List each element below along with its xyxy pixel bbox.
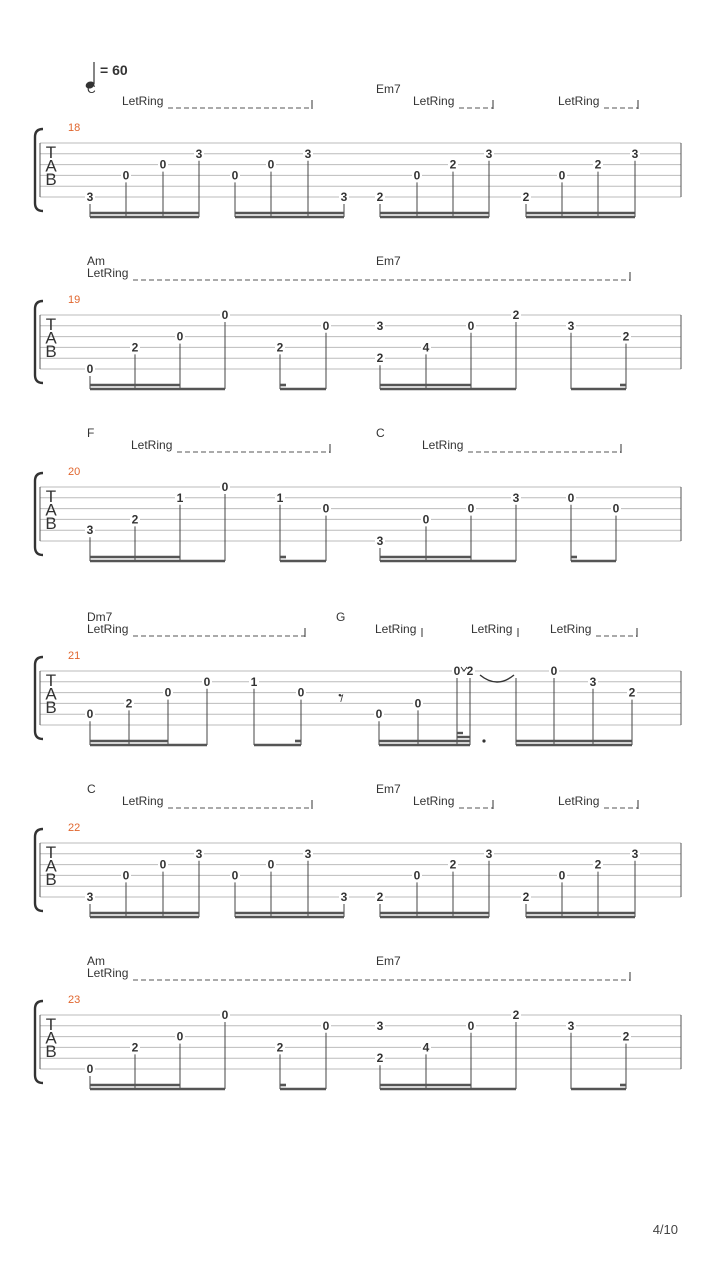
- fret-number: 2: [276, 1040, 284, 1055]
- fret-number: 0: [467, 501, 475, 516]
- fret-number: 3: [86, 523, 94, 538]
- fret-number: 2: [376, 1051, 384, 1066]
- fret-number: 0: [159, 857, 167, 872]
- fret-number: 2: [628, 685, 636, 700]
- chord-name: F: [87, 426, 95, 440]
- let-ring-label: LetRing: [122, 794, 164, 808]
- tab-clef-letter: A: [45, 156, 57, 176]
- chord-name: Em7: [376, 82, 401, 96]
- chord-name: Am: [87, 954, 105, 968]
- chord-name: C: [87, 82, 96, 96]
- fret-number: 2: [522, 190, 530, 204]
- fret-number: 1: [176, 490, 184, 505]
- fret-number: 0: [413, 868, 421, 883]
- tie-arc: [480, 675, 514, 682]
- tab-clef-letter: B: [45, 698, 57, 717]
- chord-name: C: [376, 426, 385, 440]
- fret-number: 2: [449, 857, 457, 872]
- fret-number: 3: [376, 1018, 384, 1033]
- fret-number: 1: [276, 490, 284, 505]
- chord-name: Em7: [376, 954, 401, 968]
- tab-clef-letter: A: [45, 328, 57, 348]
- fret-number: 2: [376, 190, 384, 204]
- system-bracket: [35, 657, 43, 739]
- chord-name: Em7: [376, 254, 401, 268]
- fret-number: 0: [414, 696, 422, 711]
- tab-clef-letter: T: [45, 315, 57, 334]
- let-ring-label: LetRing: [413, 794, 455, 808]
- fret-number: 0: [267, 157, 275, 172]
- measure-number: 20: [68, 466, 81, 478]
- fret-number: 3: [86, 190, 94, 204]
- fret-number: 0: [122, 868, 130, 883]
- fret-number: 3: [567, 318, 575, 333]
- fret-number: 0: [612, 501, 620, 516]
- fret-number: 2: [466, 664, 474, 678]
- let-ring-label: LetRing: [471, 622, 513, 636]
- fret-number: 3: [195, 146, 203, 161]
- tab-clef-letter: T: [45, 843, 57, 862]
- fret-number: 0: [221, 308, 229, 322]
- measure-number: 19: [68, 294, 81, 306]
- fret-number: 0: [558, 868, 566, 883]
- fret-number: 0: [86, 1062, 94, 1076]
- tab-clef-letter: T: [45, 143, 57, 162]
- fret-number: 2: [276, 340, 284, 355]
- fret-number: 0: [297, 685, 305, 700]
- fret-number: 3: [631, 146, 639, 161]
- let-ring-label: LetRing: [131, 438, 173, 452]
- fret-number: 0: [453, 664, 461, 678]
- fret-number: 3: [340, 190, 348, 204]
- fret-number: 0: [231, 868, 239, 883]
- fret-number: 2: [622, 329, 630, 344]
- fret-number: 2: [594, 857, 602, 872]
- fret-number: 0: [159, 157, 167, 172]
- let-ring-label: LetRing: [122, 94, 164, 108]
- chord-name: Dm7: [87, 610, 113, 624]
- measure-number: 23: [68, 994, 81, 1006]
- system-bracket: [35, 129, 43, 211]
- fret-number: 0: [422, 512, 430, 527]
- tab-clef-letter: B: [45, 170, 57, 189]
- fret-number: 0: [467, 318, 475, 333]
- tab-clef-letter: T: [45, 671, 57, 690]
- fret-number: 2: [131, 1040, 139, 1055]
- chord-name: C: [87, 782, 96, 796]
- fret-number: 4: [422, 1040, 430, 1055]
- fret-number: 3: [485, 146, 493, 161]
- fret-number: 3: [340, 890, 348, 904]
- fret-number: 2: [594, 157, 602, 172]
- fret-number: 2: [512, 1008, 520, 1022]
- chord-name: Em7: [376, 782, 401, 796]
- tab-clef-letter: A: [45, 500, 57, 520]
- fret-number: 2: [131, 340, 139, 355]
- let-ring-label: LetRing: [87, 966, 129, 980]
- measure-number: 21: [68, 650, 81, 662]
- fret-number: 0: [221, 480, 229, 494]
- fret-number: 3: [567, 1018, 575, 1033]
- tab-clef-letter: B: [45, 342, 57, 361]
- fret-number: 3: [631, 846, 639, 861]
- eighth-rest-icon: 𝄾: [338, 685, 344, 711]
- fret-number: 4: [422, 340, 430, 355]
- chord-name: G: [336, 610, 346, 624]
- system-bracket: [35, 1001, 43, 1083]
- fret-number: 2: [131, 512, 139, 527]
- fret-number: 0: [375, 707, 383, 722]
- dotted-note-dot: [482, 739, 485, 742]
- let-ring-label: LetRing: [87, 266, 129, 280]
- fret-number: 0: [467, 1018, 475, 1033]
- fret-number: 0: [267, 857, 275, 872]
- fret-number: 0: [86, 707, 94, 722]
- let-ring-label: LetRing: [558, 794, 600, 808]
- system-bracket: [35, 473, 43, 555]
- fret-number: 0: [550, 664, 558, 678]
- fret-number: 1: [250, 674, 258, 689]
- fret-number: 2: [449, 157, 457, 172]
- tab-system: [35, 254, 681, 389]
- fret-number: 0: [322, 501, 330, 516]
- chord-name: Am: [87, 254, 105, 268]
- let-ring-label: LetRing: [413, 94, 455, 108]
- fret-number: 2: [376, 351, 384, 366]
- fret-number: 0: [558, 168, 566, 183]
- fret-number: 3: [376, 534, 384, 548]
- tab-clef-letter: B: [45, 1042, 57, 1061]
- fret-number: 0: [221, 1008, 229, 1022]
- fret-number: 2: [522, 890, 530, 904]
- fret-number: 2: [622, 1029, 630, 1044]
- tab-system: [35, 426, 681, 561]
- tab-system: [35, 782, 681, 917]
- let-ring-label: LetRing: [87, 622, 129, 636]
- fret-number: 0: [86, 362, 94, 376]
- fret-number: 2: [376, 890, 384, 904]
- measure-number: 22: [68, 822, 81, 834]
- fret-number: 3: [589, 674, 597, 689]
- fret-number: 2: [125, 696, 133, 711]
- system-bracket: [35, 301, 43, 383]
- let-ring-label: LetRing: [558, 94, 600, 108]
- tab-clef-letter: A: [45, 856, 57, 876]
- tempo-value: = 60: [100, 62, 128, 78]
- fret-number: 3: [304, 846, 312, 861]
- system-bracket: [35, 829, 43, 911]
- fret-number: 0: [203, 674, 211, 689]
- fret-number: 0: [322, 318, 330, 333]
- measure-number: 18: [68, 122, 81, 134]
- fret-number: 0: [322, 1018, 330, 1033]
- tab-system: [35, 610, 681, 745]
- fret-number: 3: [376, 318, 384, 333]
- fret-number: 3: [485, 846, 493, 861]
- fret-number: 0: [413, 168, 421, 183]
- fret-number: 3: [512, 490, 520, 505]
- fret-number: 0: [164, 685, 172, 700]
- fret-number: 0: [567, 490, 575, 505]
- fret-number: 3: [86, 890, 94, 904]
- fret-number: 3: [195, 846, 203, 861]
- systems-container: [35, 82, 681, 1089]
- page-number: 4/10: [652, 1222, 678, 1237]
- tab-clef-letter: A: [45, 1028, 57, 1048]
- tab-clef-letter: B: [45, 870, 57, 889]
- fret-number: 2: [512, 308, 520, 322]
- tab-clef-letter: T: [45, 487, 57, 506]
- fret-number: 3: [304, 146, 312, 161]
- let-ring-label: LetRing: [375, 622, 417, 636]
- fret-number: 0: [176, 1029, 184, 1044]
- fret-number: 0: [231, 168, 239, 183]
- fret-number: 0: [176, 329, 184, 344]
- let-ring-label: LetRing: [550, 622, 592, 636]
- tab-system: [35, 82, 681, 217]
- fret-number: 0: [122, 168, 130, 183]
- tab-clef-letter: A: [45, 684, 57, 704]
- tab-system: [35, 954, 681, 1089]
- tab-clef-letter: B: [45, 514, 57, 533]
- tab-clef-letter: T: [45, 1015, 57, 1034]
- let-ring-label: LetRing: [422, 438, 464, 452]
